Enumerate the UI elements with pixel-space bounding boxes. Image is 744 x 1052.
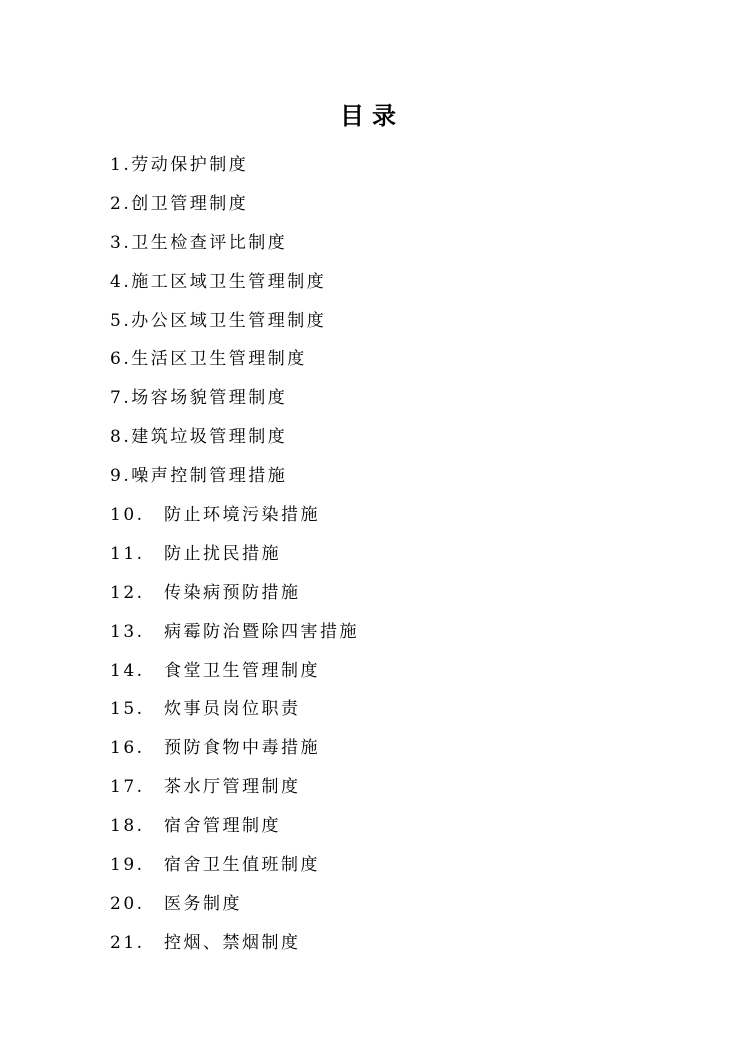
toc-item (110, 263, 670, 302)
toc-item-number: 18. (110, 816, 145, 837)
toc-item-text: 办公区域卫生管理制度 (131, 310, 327, 331)
toc-item-number: 4. (110, 271, 132, 292)
toc-item-text: 宿舍管理制度 (164, 816, 281, 837)
toc-item (110, 690, 670, 729)
toc-item-number: 14. (110, 660, 145, 681)
toc-item (110, 146, 670, 185)
toc-item (110, 457, 670, 496)
toc-item-text: 病霉防治暨除四害措施 (164, 621, 359, 642)
table-of-contents (110, 146, 670, 963)
toc-item (110, 768, 670, 807)
toc-item (110, 885, 670, 924)
toc-item-text: 劳动保护制度 (131, 155, 249, 175)
toc-item (110, 379, 670, 418)
toc-item-number: 19. (110, 855, 145, 876)
toc-item-number: 11. (110, 543, 145, 564)
toc-item-text: 炊事员岗位职责 (164, 699, 301, 720)
toc-item-text: 宿舍卫生值班制度 (164, 855, 320, 876)
toc-item-number: 5. (110, 310, 132, 331)
toc-item-text: 建筑垃圾管理制度 (131, 427, 288, 448)
toc-item-text: 创卫管理制度 (131, 193, 249, 214)
toc-item (110, 496, 670, 535)
toc-item (110, 535, 670, 574)
toc-item-number: 13. (110, 621, 145, 642)
toc-item (110, 924, 670, 963)
toc-item-text: 预防食物中毒措施 (164, 738, 320, 759)
toc-item-number: 2. (110, 193, 132, 214)
toc-item-number: 9. (110, 466, 132, 487)
toc-item-number: 10. (110, 505, 145, 526)
toc-item (110, 807, 670, 846)
toc-item (110, 652, 670, 691)
toc-item-text: 食堂卫生管理制度 (164, 660, 320, 681)
page-title: 目录 (340, 102, 404, 130)
toc-item-number: 1. (110, 155, 132, 175)
toc-item-text: 噪声控制管理措施 (131, 466, 288, 487)
toc-item-number: 8. (110, 427, 132, 448)
toc-item-text: 场容场貌管理制度 (131, 388, 288, 409)
toc-item-number: 6. (110, 349, 132, 370)
toc-item (110, 613, 670, 652)
toc-item-text: 控烟、禁烟制度 (164, 932, 301, 953)
toc-item (110, 574, 670, 613)
toc-item (110, 185, 670, 224)
toc-item (110, 302, 670, 341)
toc-item-text: 生活区卫生管理制度 (131, 349, 307, 370)
toc-item-text: 施工区域卫生管理制度 (131, 271, 327, 292)
toc-item-number: 15. (110, 699, 145, 720)
toc-item-number: 21. (110, 932, 145, 953)
toc-item-number: 12. (110, 582, 145, 603)
toc-item (110, 418, 670, 457)
toc-item-number: 20. (110, 893, 145, 914)
toc-item-text: 医务制度 (164, 893, 242, 914)
toc-item-text: 防止扰民措施 (164, 543, 281, 564)
toc-item (110, 224, 670, 263)
toc-item (110, 729, 670, 768)
toc-item (110, 340, 670, 379)
toc-item-number: 16. (110, 738, 145, 759)
toc-item (110, 846, 670, 885)
toc-item-text: 茶水厅管理制度 (164, 777, 301, 798)
toc-item-number: 17. (110, 777, 145, 798)
toc-item-text: 防止环境污染措施 (164, 505, 320, 526)
toc-item-text: 卫生检查评比制度 (131, 232, 288, 253)
toc-item-number: 3. (110, 232, 132, 253)
toc-item-number: 7. (110, 388, 132, 409)
toc-item-text: 传染病预防措施 (164, 582, 301, 603)
